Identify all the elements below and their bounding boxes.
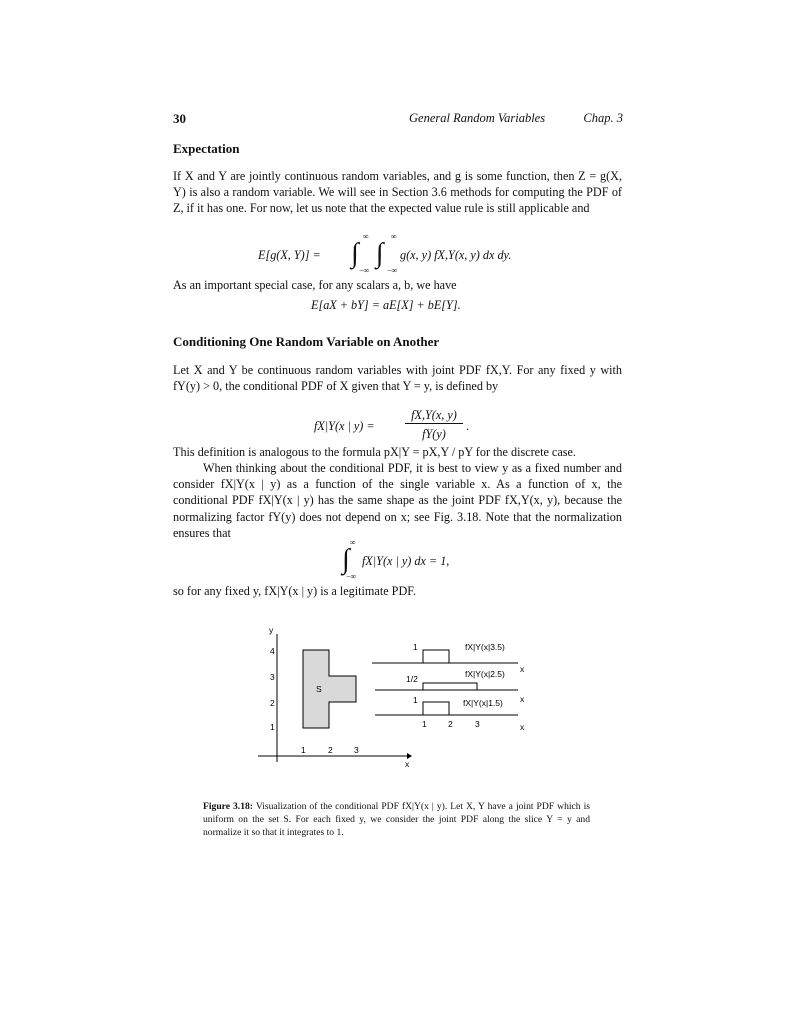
slice-3-x-label: x <box>520 722 525 732</box>
caption-text: Visualization of the conditional PDF fX|Y(x | y). Let X, Y have a joint PDF which is uniform on the set S. For each fixed y, we consider the joint PDF along the slice Y = y and normalize it so that it integrates to 1. <box>203 801 590 838</box>
chapter-label: Chap. 3 <box>583 111 623 125</box>
slice-3-pdf <box>423 702 449 715</box>
y-tick-2: 2 <box>270 698 275 708</box>
y-tick-4: 4 <box>270 646 275 656</box>
eq3-denominator: fY(y) <box>422 427 446 441</box>
running-title: General Random Variables <box>409 111 546 125</box>
conditioning-paragraph-3: When thinking about the conditional PDF, it is best to view y as a fixed number and consider fX|Y(x | y) as a function of the single variable x. As a function of x, the conditional PDF fX|Y(x | y) has the same shape as the joint PDF fX,Y(x, y), because the normalizing factor fY(y) does not depend on x; see Fig. 3.18. Note that the normalization ensures that <box>173 461 622 540</box>
slice-1-pdf <box>423 650 449 663</box>
set-s-region <box>303 650 356 728</box>
eq3-lhs: fX|Y(x | y) = <box>314 419 375 433</box>
slice-2-label: fX|Y(x|2.5) <box>465 669 505 679</box>
eq4-body: fX|Y(x | y) dx = 1, <box>362 554 450 568</box>
slice-1-height: 1 <box>413 642 418 652</box>
y-tick-3: 3 <box>270 672 275 682</box>
slice-3-label: fX|Y(x|1.5) <box>463 698 503 708</box>
eq3-numerator: fX,Y(x, y) <box>405 408 463 424</box>
slice-2-height: 1/2 <box>406 674 418 684</box>
section-heading-expectation: Expectation <box>173 141 240 156</box>
section-heading-conditioning: Conditioning One Random Variable on Another <box>173 334 440 349</box>
eq1-rhs: g(x, y) fX,Y(x, y) dx dy. <box>400 248 512 262</box>
conditioning-paragraph-1: Let X and Y be continuous random variables with joint PDF fX,Y. For any fixed y with fY(y) > 0, the conditional PDF of X given that Y = y, is defined by <box>173 363 622 394</box>
slice-1-label: fX|Y(x|3.5) <box>465 642 505 652</box>
x-tick-3: 3 <box>354 745 359 755</box>
double-integral: ∫ ∞ −∞ ∫ ∞ −∞ <box>351 232 398 275</box>
page-number: 30 <box>173 111 186 126</box>
slice-1-x-label: x <box>520 664 525 674</box>
expected-value-rule-equation <box>258 232 558 280</box>
conditional-pdf-definition: fX|Y(x | y) = fX,Y(x, y) fY(y) . <box>314 408 470 441</box>
y-axis-label: y <box>269 625 274 635</box>
set-s-label: S <box>316 684 322 694</box>
normalization-equation: ∫ ∞ −∞ fX|Y(x | y) dx = 1, <box>342 538 450 581</box>
linearity-equation: E[aX + bY] = aE[X] + bE[Y]. <box>311 298 461 312</box>
eq1-lhs: E[g(X, Y)] = <box>258 248 321 262</box>
slice-2-pdf <box>423 683 477 690</box>
slice-tick-1: 1 <box>422 719 427 729</box>
slice-3-height: 1 <box>413 695 418 705</box>
expectation-paragraph: If X and Y are jointly continuous random variables, and g is some function, then Z = g(X, Y) is also a random variable. We will see in Section 3.6 methods for computing the PDF of Z, if it has one. For now, let us note that the expected value rule is still applicable and <box>173 169 622 216</box>
running-header <box>173 111 623 127</box>
special-case-text: As an important special case, for any scalars a, b, we have <box>173 278 457 292</box>
slice-tick-2: 2 <box>448 719 453 729</box>
x-axis-label: x <box>405 759 410 769</box>
x-tick-1: 1 <box>301 745 306 755</box>
conditioning-paragraph-2: This definition is analogous to the formula pX|Y = pX,Y / pY for the discrete case. <box>173 445 576 459</box>
figure-3-18 <box>250 620 540 775</box>
slice-2-x-label: x <box>520 694 525 704</box>
x-tick-2: 2 <box>328 745 333 755</box>
caption-label: Figure 3.18: <box>203 801 253 812</box>
conditioning-paragraph-4: so for any fixed y, fX|Y(x | y) is a legitimate PDF. <box>173 584 417 598</box>
slice-tick-3: 3 <box>475 719 480 729</box>
figure-caption <box>203 800 590 839</box>
y-tick-1: 1 <box>270 722 275 732</box>
